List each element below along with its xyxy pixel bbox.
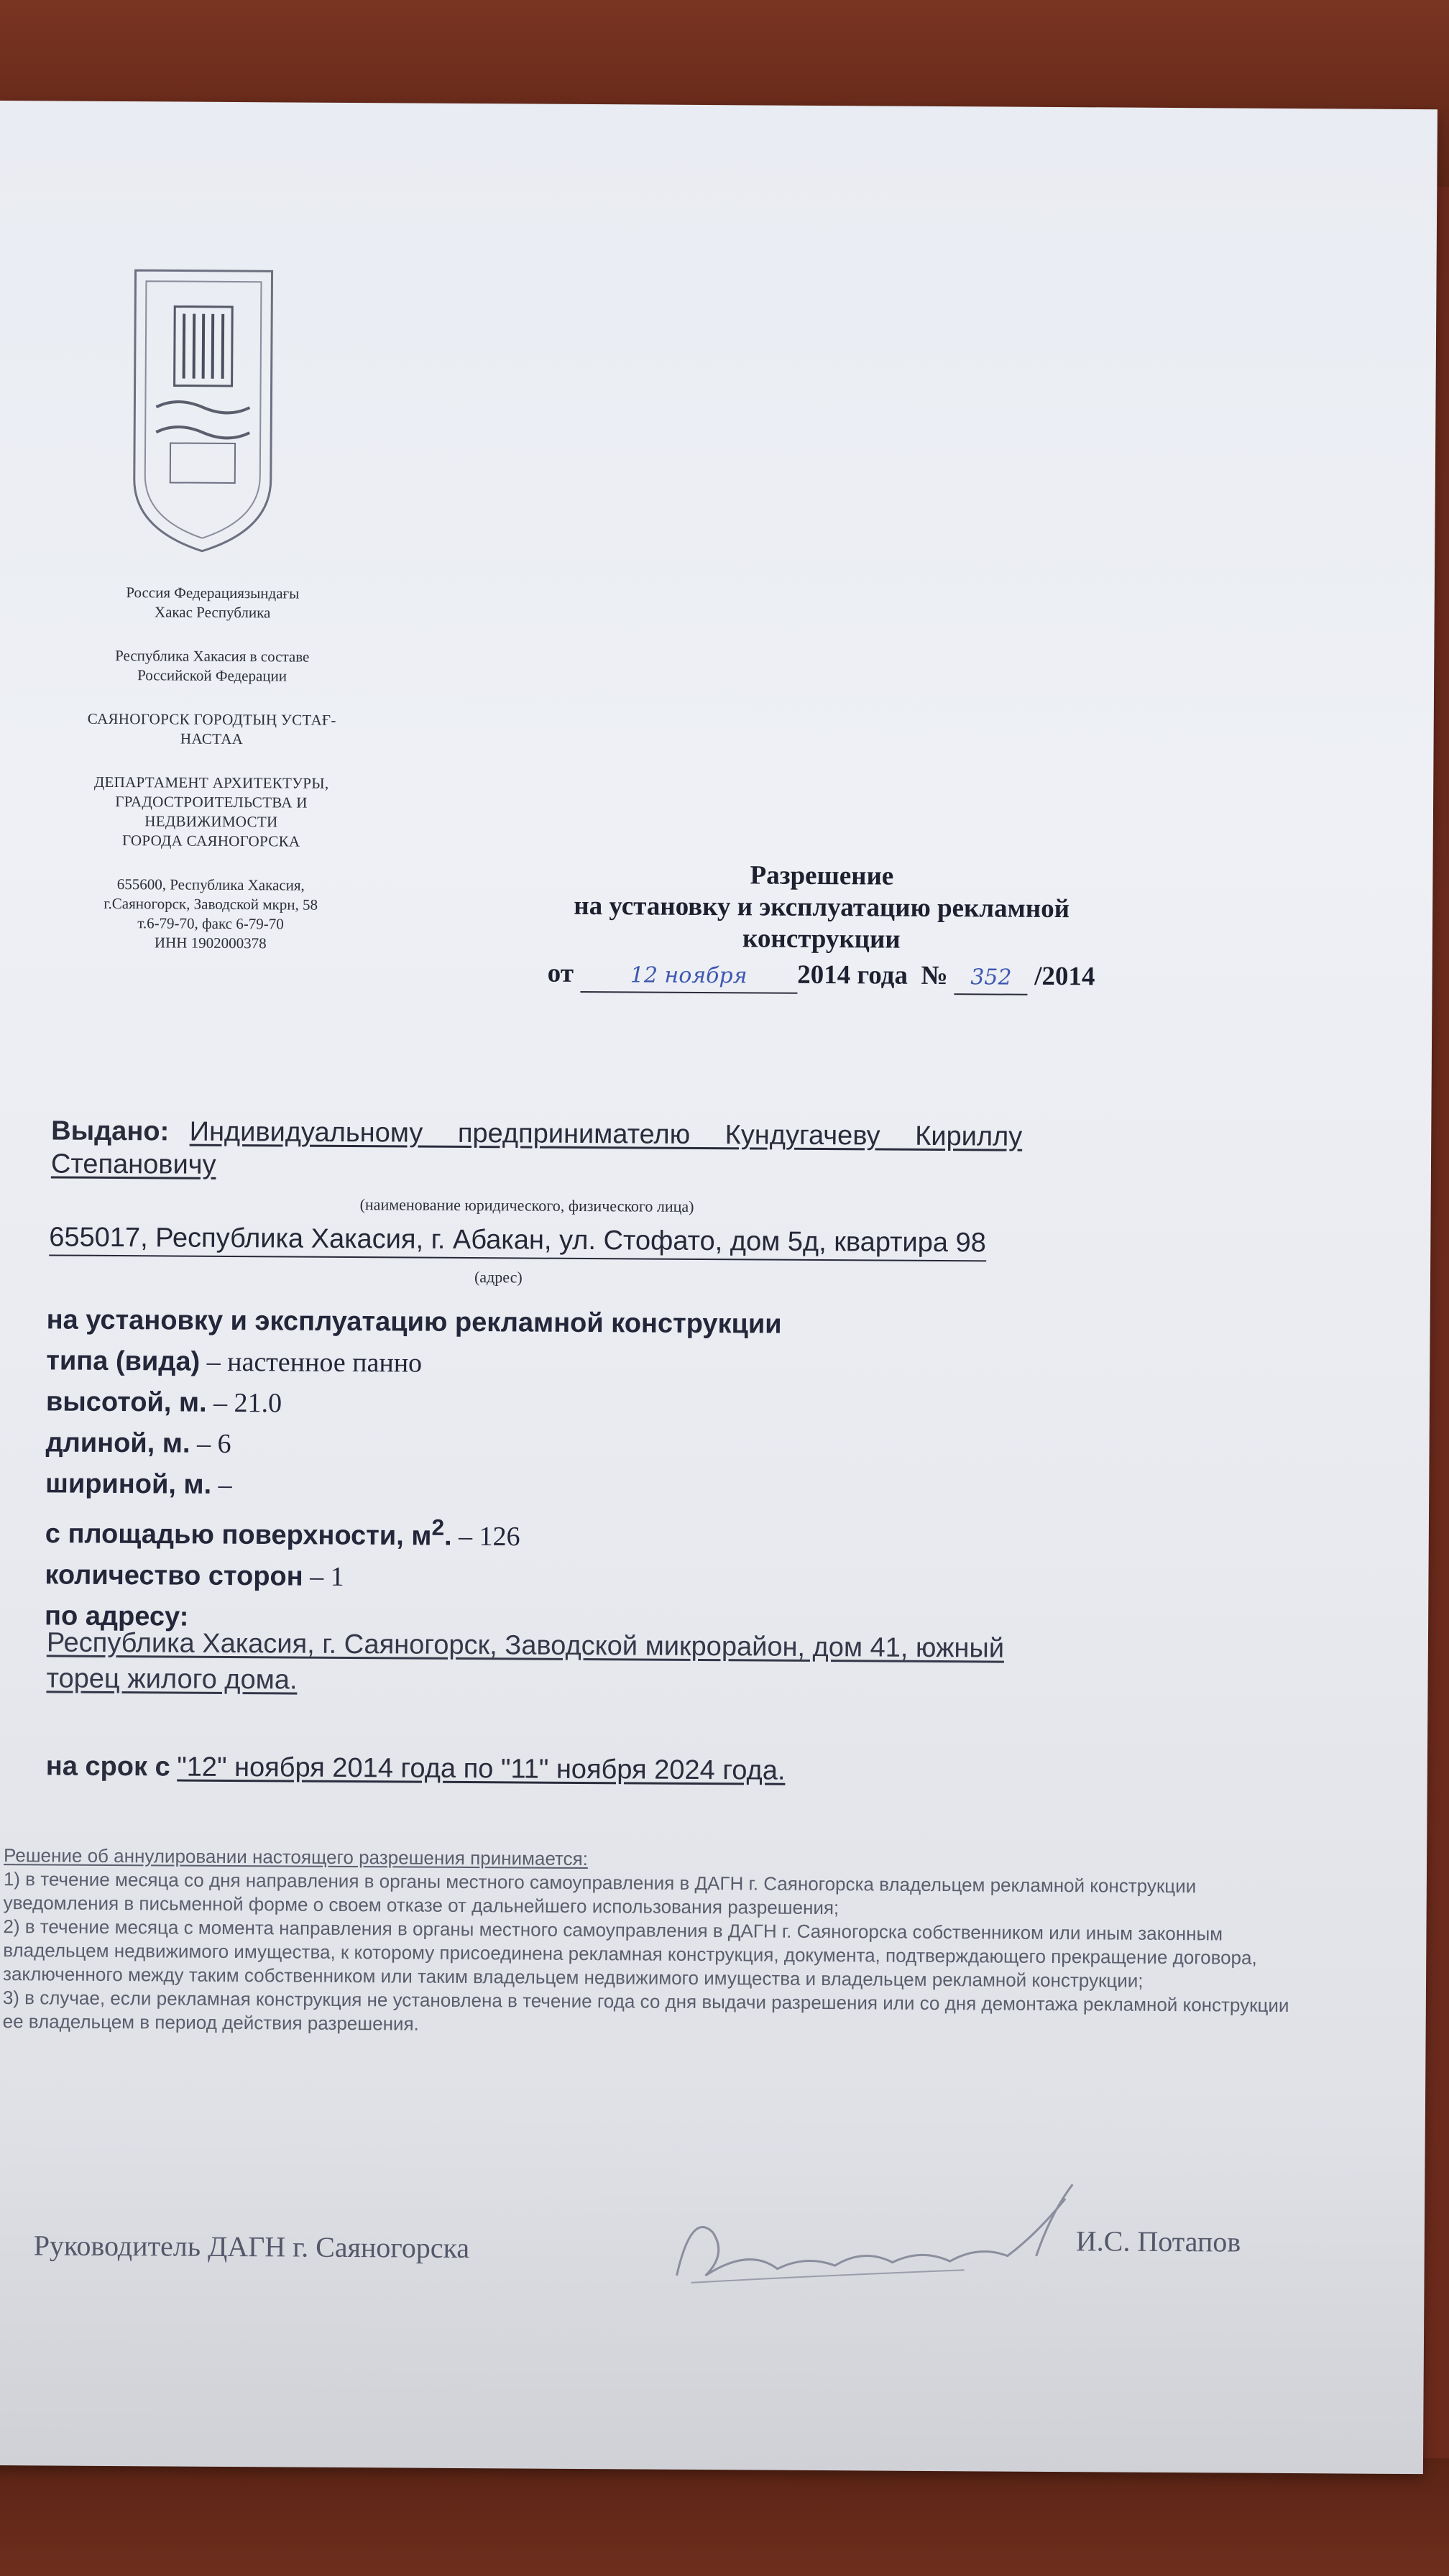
title-line: конструкции bbox=[742, 924, 901, 954]
installation-address-line1: Республика Хакасия, г. Саяногорск, Заводской микрорайон, дом 41, южный bbox=[46, 1627, 1005, 1664]
handwritten-number: 352 bbox=[954, 962, 1028, 995]
purpose-line: на установку и эксплуатацию рекламной конструкции bbox=[46, 1305, 782, 1340]
letterhead-line: НАСТАА bbox=[180, 730, 244, 748]
letterhead-line: ГРАДОСТРОИТЕЛЬСТВА И bbox=[115, 792, 308, 811]
area-value: – 126 bbox=[458, 1521, 520, 1552]
height-row bbox=[46, 1381, 1340, 1430]
annulment-heading: Решение об аннулировании настоящего разрешения принимается: bbox=[3, 1844, 589, 1870]
year-text: 2014 года bbox=[797, 960, 908, 990]
installation-address-line2: торец жилого дома. bbox=[46, 1663, 298, 1696]
letterhead-line: Республика Хакасия в составе bbox=[115, 646, 310, 666]
annulment-block bbox=[3, 1844, 1305, 2041]
handwritten-date: 12 ноября bbox=[580, 960, 797, 994]
table-surface-bottom bbox=[0, 2458, 1449, 2576]
height-label: высотой, м. bbox=[45, 1386, 207, 1418]
letterhead-line: НЕДВИЖИМОСТИ bbox=[144, 812, 278, 831]
annulment-item: 2) в течение месяца с момента направления в органы местного самоуправления в ДАГН г. Саяногорска собственником или иным законным владельцем недвижимого имущества, к которому присоединена рекламная конструкция, документа, подтверждающего прекращение договора, заключенного между таким собственником или таким владельцем недвижимого имущества и владельцем рекламной конструкции; bbox=[2, 1915, 1257, 1992]
document-title bbox=[469, 858, 1174, 996]
area-dot: . bbox=[443, 1521, 452, 1552]
letterhead-line: г.Саяногорск, Заводской мкрн, 58 bbox=[104, 894, 318, 914]
type-value: – настенное панно bbox=[206, 1346, 423, 1379]
caption-name: (наименование юридического, физического лица) bbox=[359, 1195, 694, 1215]
letterhead-line: ИНН 1902000378 bbox=[154, 934, 267, 952]
annulment-item: 1) в течение месяца со дня направления в органы местного самоуправления в ДАГН г. Саяногорска владельцем рекламной конструкции уведомления в письменной форме о своем отказе от дальнейшего использования разрешения; bbox=[3, 1868, 1197, 1919]
width-value: – bbox=[218, 1469, 232, 1501]
number-suffix: /2014 bbox=[1034, 961, 1095, 992]
document-sheet bbox=[0, 101, 1438, 2474]
caption-address: (адрес) bbox=[474, 1268, 523, 1287]
title-line: на установку и эксплуатацию рекламной bbox=[574, 891, 1070, 924]
width-label: шириной, м. bbox=[45, 1468, 212, 1500]
sides-label: количество сторон bbox=[45, 1560, 303, 1592]
issued-address: 655017, Республика Хакасия, г. Абакан, ул. Стофато, дом 5д, квартира 98 bbox=[49, 1222, 986, 1261]
title-date-line bbox=[469, 957, 1173, 996]
signatory-role: Руководитель ДАГН г. Саяногорска bbox=[33, 2229, 470, 2265]
term-line bbox=[46, 1750, 786, 1786]
signatory-name: И.С. Потапов bbox=[1075, 2225, 1241, 2258]
title-line: Разрешение bbox=[750, 860, 894, 891]
handwritten-signature-icon bbox=[662, 2168, 1094, 2314]
letterhead-line: ДЕПАРТАМЕНТ АРХИТЕКТУРЫ, bbox=[93, 773, 329, 792]
letterhead-line: Российской Федерации bbox=[137, 666, 288, 685]
installation-address bbox=[46, 1624, 1312, 1704]
specification bbox=[45, 1300, 1340, 1644]
area-label: с площадью поверхности, м bbox=[45, 1519, 432, 1552]
sides-row bbox=[45, 1555, 1338, 1604]
letterhead-line: САЯНОГОРСК ГОРОДТЫҢ УСТАҒ- bbox=[87, 709, 336, 729]
number-sign: № bbox=[921, 960, 948, 991]
letterhead-line: ГОРОДА САЯНОГОРСКА bbox=[121, 832, 300, 850]
issued-value-line1: Индивидуальному предпринимателю Кундугачеву Кириллу bbox=[189, 1116, 1023, 1152]
issued-to bbox=[51, 1114, 1331, 1188]
issued-label: Выдано: bbox=[51, 1116, 170, 1147]
letterhead-line: Хакас Республика bbox=[154, 603, 271, 622]
area-row bbox=[45, 1504, 1339, 1563]
length-value: – 6 bbox=[196, 1428, 231, 1459]
type-label: типа (вида) bbox=[46, 1346, 201, 1377]
coat-of-arms-icon bbox=[126, 263, 280, 558]
issued-value-line2: Степановичу bbox=[50, 1149, 216, 1180]
annulment-item: 3) в случае, если рекламная конструкция не установлена в течение года со дня выдачи разрешения или со дня демонтажа рекламной конструкции ее владельцем в период действия разрешения. bbox=[2, 1987, 1289, 2035]
letterhead-line: т.6-79-70, факс 6-79-70 bbox=[137, 914, 284, 933]
term-label: на срок с bbox=[45, 1751, 170, 1782]
address-label: по адресу: bbox=[44, 1601, 189, 1632]
height-value: – 21.0 bbox=[213, 1387, 282, 1419]
date-prefix: от bbox=[547, 958, 574, 988]
letterhead bbox=[17, 582, 407, 954]
sides-value: – 1 bbox=[310, 1561, 344, 1592]
letterhead-line: 655600, Республика Хакасия, bbox=[116, 875, 305, 894]
term-value: "12" ноября 2014 года по "11" ноября 2024 года. bbox=[177, 1752, 786, 1786]
letterhead-line: Россия Федерациязындағы bbox=[126, 584, 300, 602]
length-label: длиной, м. bbox=[45, 1427, 190, 1459]
area-superscript: 2 bbox=[431, 1514, 445, 1540]
